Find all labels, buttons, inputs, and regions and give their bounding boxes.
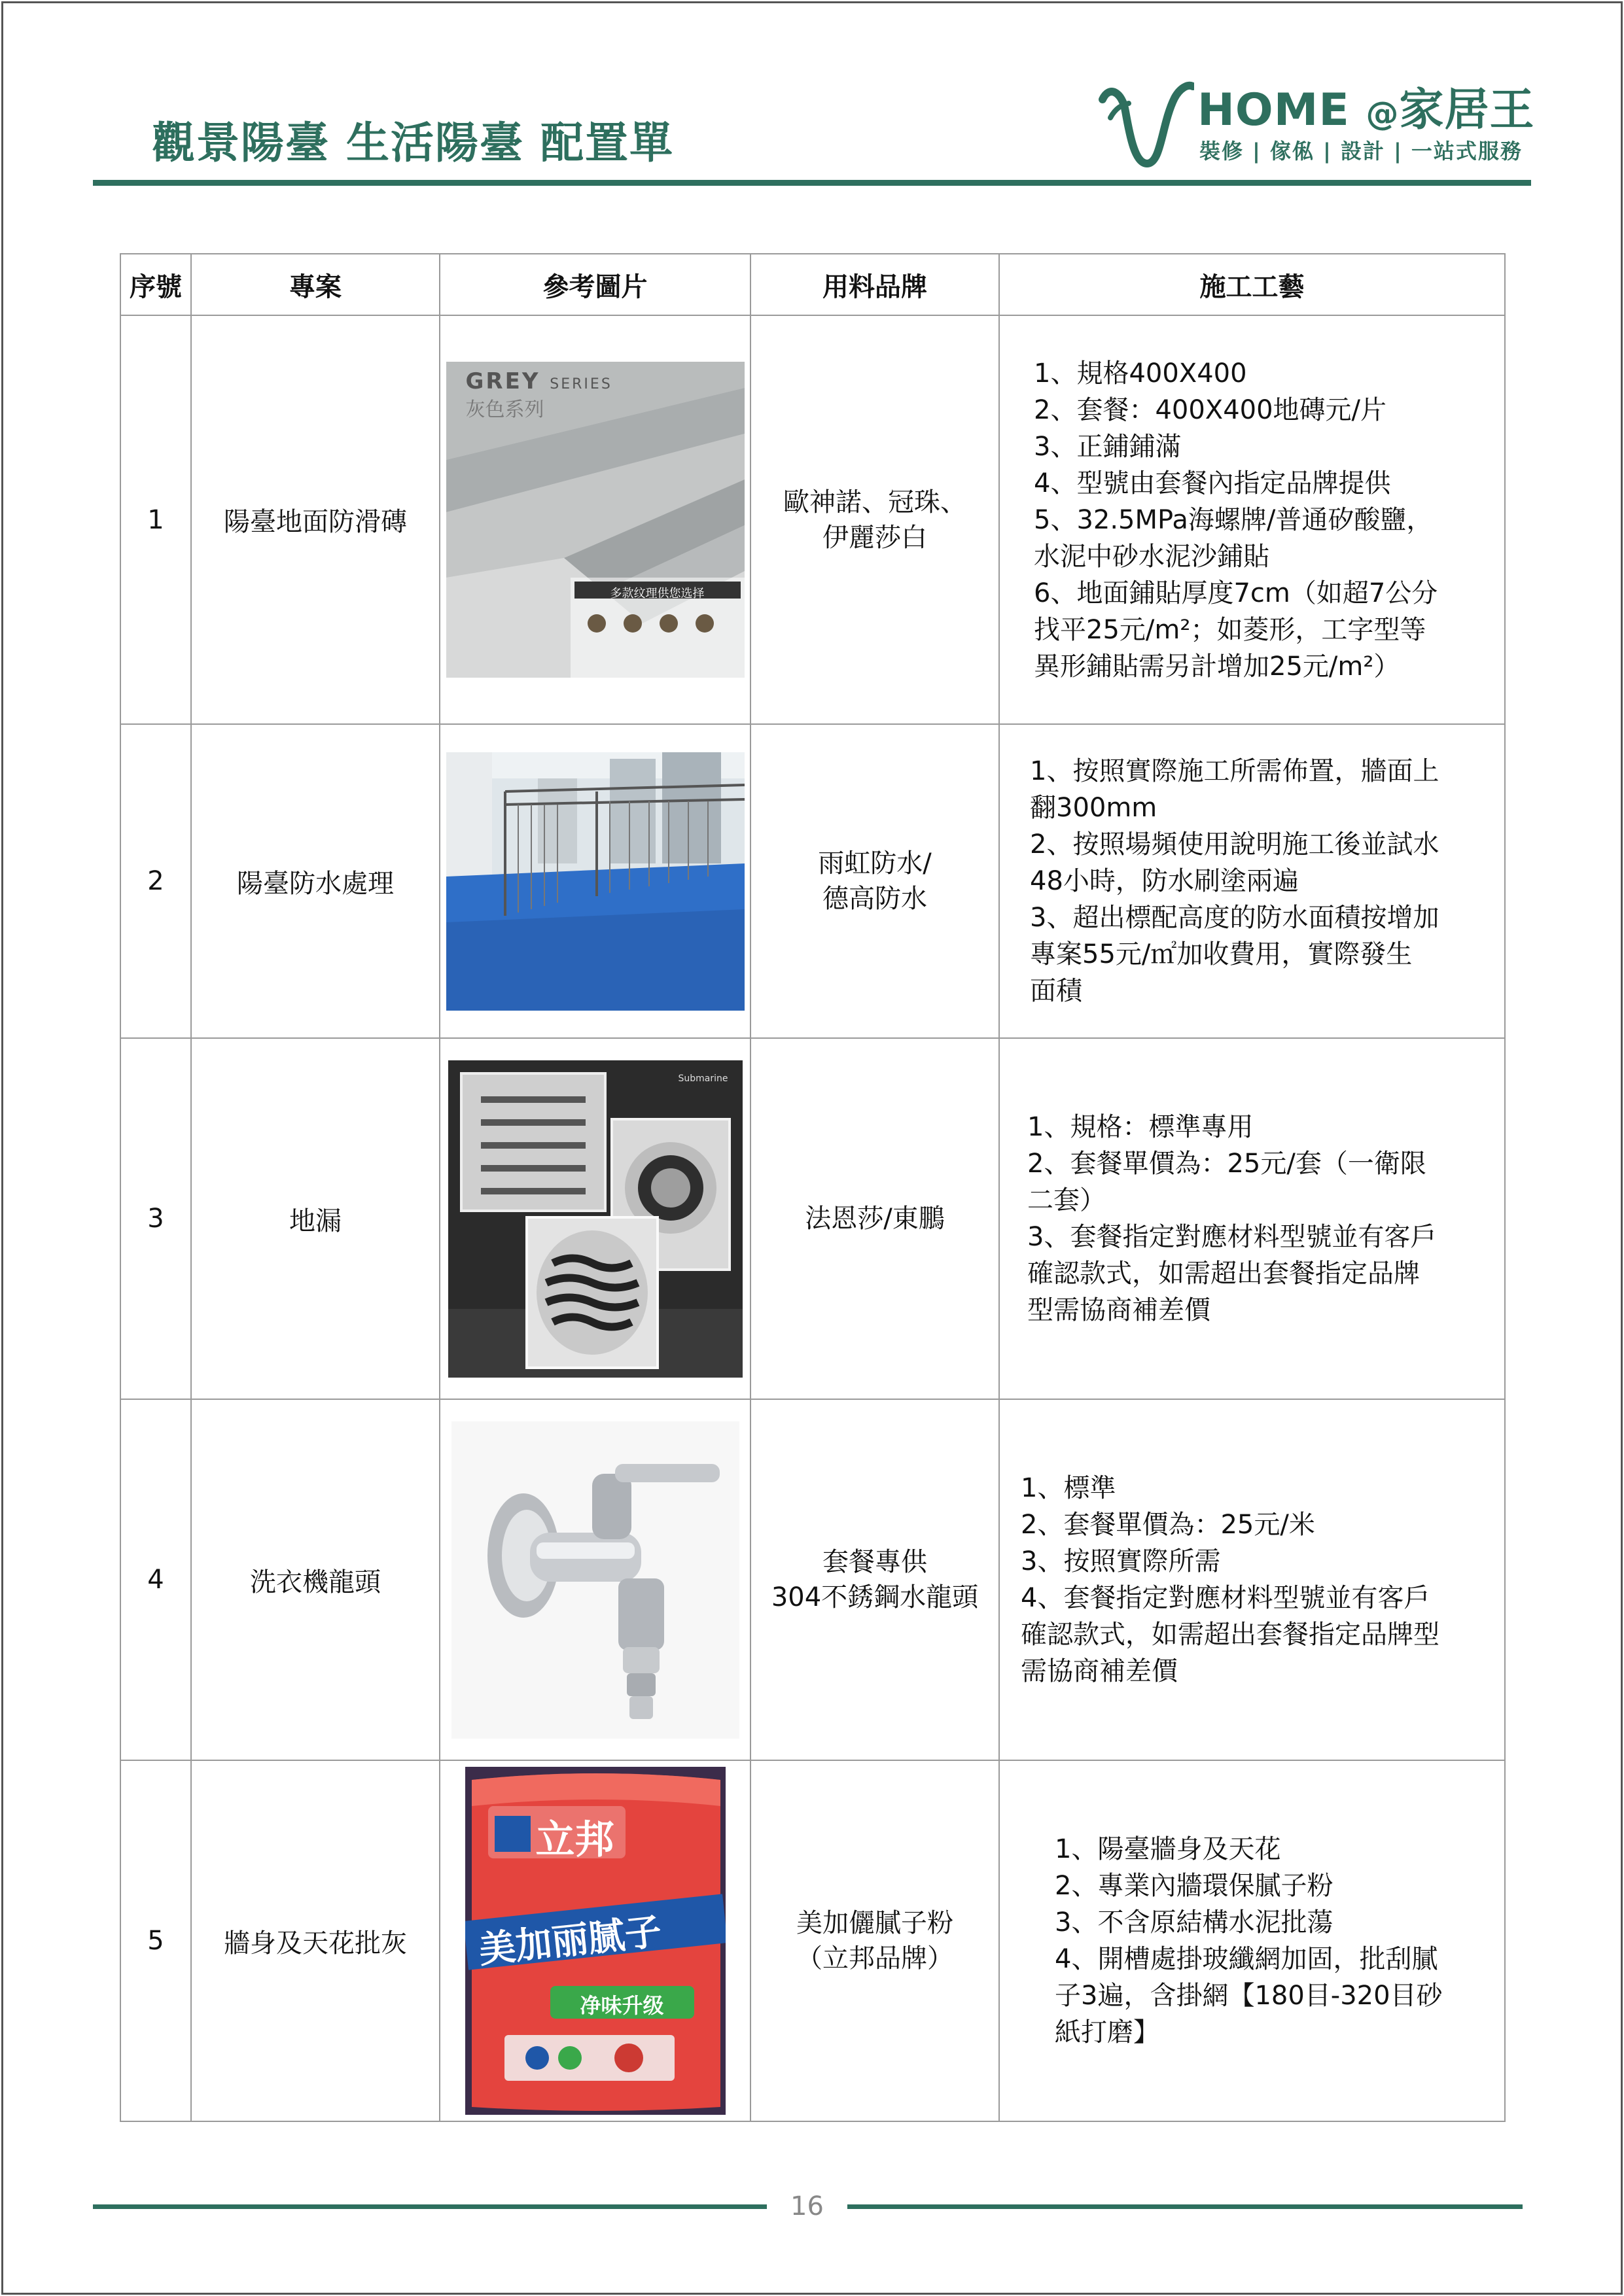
header-image: 參考圖片 bbox=[440, 254, 750, 315]
brand-line: 雨虹防水/ bbox=[818, 848, 932, 878]
brand-line: 套餐專供 bbox=[822, 1547, 927, 1577]
putty-maker: 立邦 bbox=[535, 1817, 614, 1863]
process-line: 3、按照實際所需 bbox=[1021, 1546, 1221, 1576]
balcony-image bbox=[446, 752, 745, 1011]
tile-series-cn: 灰色系列 bbox=[465, 398, 544, 421]
process-line: 5、32.5MPa海螺牌/普通矽酸鹽， bbox=[1034, 504, 1433, 535]
brand-line: 伊麗莎白 bbox=[822, 522, 927, 553]
page-number: 16 bbox=[790, 2191, 824, 2221]
brand-logo bbox=[1096, 72, 1534, 170]
row-process bbox=[999, 1038, 1505, 1399]
process-line: 3、套餐指定對應材料型號並有客戶 bbox=[1027, 1222, 1437, 1252]
row-no: 4 bbox=[120, 1399, 191, 1760]
faucet-image bbox=[451, 1421, 739, 1739]
floor-drain-image bbox=[448, 1060, 743, 1378]
process-line: 異形鋪貼需另計增加25元/m²） bbox=[1034, 651, 1400, 682]
row-brand bbox=[750, 1399, 999, 1760]
process-line: 紙打磨】 bbox=[1055, 2017, 1159, 2047]
process-line: 3、正鋪鋪滿 bbox=[1034, 431, 1182, 462]
tile-banner: 多款纹理供您选择 bbox=[610, 587, 705, 600]
process-line: 1、按照實際施工所需佈置，牆面上 bbox=[1030, 756, 1439, 786]
process-line: 確認款式，如需超出套餐指定品牌型 bbox=[1021, 1620, 1439, 1650]
logo-cjk: 家居王 bbox=[1399, 84, 1535, 136]
process-line: 水泥中砂水泥沙鋪貼 bbox=[1034, 541, 1269, 572]
row-image-cell bbox=[440, 1038, 750, 1399]
brand-line: 304不銹鋼水龍頭 bbox=[771, 1582, 979, 1612]
process-line: 2、套餐單價為：25元/米 bbox=[1021, 1510, 1315, 1540]
process-line: 2、套餐單價為：25元/套（一衛限 bbox=[1027, 1149, 1426, 1179]
brand-line: 歐神諾、冠珠、 bbox=[783, 487, 966, 517]
process-line: 專案55元/㎡加收費用，實際發生 bbox=[1030, 939, 1413, 969]
header-item: 專案 bbox=[191, 254, 440, 315]
brand-line: 法恩莎/東鵬 bbox=[805, 1204, 945, 1234]
header-process: 施工工藝 bbox=[999, 254, 1505, 315]
table-row bbox=[120, 724, 1505, 1038]
row-image-cell bbox=[440, 1399, 750, 1760]
row-brand bbox=[750, 1760, 999, 2121]
row-no: 1 bbox=[120, 315, 191, 724]
process-line: 子3遍，含掛網【180目-320目砂 bbox=[1055, 1981, 1443, 2011]
row-item: 地漏 bbox=[191, 1038, 440, 1399]
row-image-cell bbox=[440, 315, 750, 724]
putty-bag-image bbox=[465, 1767, 726, 2115]
v-logo-icon bbox=[1096, 72, 1194, 170]
process-line: 確認款式，如需超出套餐指定品牌 bbox=[1027, 1259, 1420, 1289]
tile-series: GREY bbox=[465, 368, 540, 394]
process-line: 2、專業內牆環保膩子粉 bbox=[1055, 1871, 1333, 1901]
process-line: 面積 bbox=[1030, 976, 1082, 1006]
brand-line: 美加儷膩子粉 bbox=[796, 1908, 953, 1938]
putty-product: 美加丽腻子 bbox=[476, 1910, 663, 1972]
row-no: 5 bbox=[120, 1760, 191, 2121]
logo-at: @ bbox=[1366, 95, 1400, 133]
row-item: 洗衣機龍頭 bbox=[191, 1399, 440, 1760]
table-row bbox=[120, 1760, 1505, 2121]
tile-series-label bbox=[466, 368, 612, 394]
process-line: 二套） bbox=[1027, 1185, 1106, 1215]
process-line: 需協商補差價 bbox=[1021, 1656, 1178, 1686]
row-item: 陽臺防水處理 bbox=[191, 724, 440, 1038]
table-row bbox=[120, 315, 1505, 724]
header-no: 序號 bbox=[120, 254, 191, 315]
process-line: 1、標準 bbox=[1021, 1473, 1116, 1503]
row-item: 陽臺地面防滑磚 bbox=[191, 315, 440, 724]
logo-tagline: 裝修 | 傢俬 | 設計 | 一站式服務 bbox=[1199, 139, 1523, 164]
row-process bbox=[999, 315, 1505, 724]
row-image-cell bbox=[440, 1760, 750, 2121]
process-line: 4、套餐指定對應材料型號並有客戶 bbox=[1021, 1583, 1430, 1613]
footer-divider-right bbox=[847, 2204, 1523, 2209]
config-table bbox=[120, 253, 1506, 2122]
process-line: 4、型號由套餐內指定品牌提供 bbox=[1034, 468, 1391, 498]
row-process bbox=[999, 1760, 1505, 2121]
process-line: 翻300mm bbox=[1030, 793, 1157, 823]
row-image-cell bbox=[440, 724, 750, 1038]
process-line: 1、規格：標準專用 bbox=[1027, 1112, 1254, 1142]
process-line: 3、超出標配高度的防水面積按增加 bbox=[1030, 903, 1439, 933]
row-no: 3 bbox=[120, 1038, 191, 1399]
process-line: 找平25元/m²；如菱形，工字型等 bbox=[1034, 614, 1426, 645]
process-line: 1、規格400X400 bbox=[1034, 358, 1247, 389]
floor-drain-illustration bbox=[448, 1060, 743, 1378]
putty-badge: 净味升级 bbox=[580, 1993, 664, 2018]
process-line: 2、按照場頻使用說明施工後並試水 bbox=[1030, 829, 1439, 860]
page-title: 觀景陽臺 生活陽臺 配置單 bbox=[152, 118, 674, 168]
balcony-illustration bbox=[446, 752, 745, 1011]
process-line: 型需協商補差價 bbox=[1027, 1295, 1210, 1325]
row-no: 2 bbox=[120, 724, 191, 1038]
process-line: 2、套餐：400X400地磚元/片 bbox=[1034, 394, 1387, 425]
faucet-illustration bbox=[451, 1421, 739, 1739]
brand-line: 德高防水 bbox=[822, 884, 927, 914]
process-line: 1、陽臺牆身及天花 bbox=[1055, 1834, 1281, 1864]
row-brand bbox=[750, 1038, 999, 1399]
logo-home: HOME bbox=[1197, 84, 1350, 136]
table-header-row bbox=[120, 254, 1505, 315]
table-row bbox=[120, 1038, 1505, 1399]
row-brand bbox=[750, 315, 999, 724]
row-item: 牆身及天花批灰 bbox=[191, 1760, 440, 2121]
process-line: 6、地面鋪貼厚度7cm（如超7公分 bbox=[1034, 578, 1438, 608]
brand-line: （立邦品牌） bbox=[796, 1943, 953, 1974]
drain-brand-label: Submarine bbox=[678, 1073, 728, 1084]
tile-series-sub: SERIES bbox=[550, 376, 612, 392]
process-line: 4、開槽處掛玻纖網加固，批刮膩 bbox=[1055, 1944, 1438, 1974]
row-process bbox=[999, 724, 1505, 1038]
row-brand bbox=[750, 724, 999, 1038]
row-process bbox=[999, 1399, 1505, 1760]
tile-image bbox=[446, 362, 745, 678]
table-row bbox=[120, 1399, 1505, 1760]
header-divider bbox=[93, 180, 1531, 186]
footer-divider-left bbox=[93, 2204, 767, 2209]
logo-wordmark bbox=[1197, 75, 1535, 138]
process-line: 48小時，防水刷塗兩遍 bbox=[1030, 866, 1299, 896]
process-line: 3、不含原結構水泥批蕩 bbox=[1055, 1907, 1333, 1938]
header-brand: 用料品牌 bbox=[750, 254, 999, 315]
